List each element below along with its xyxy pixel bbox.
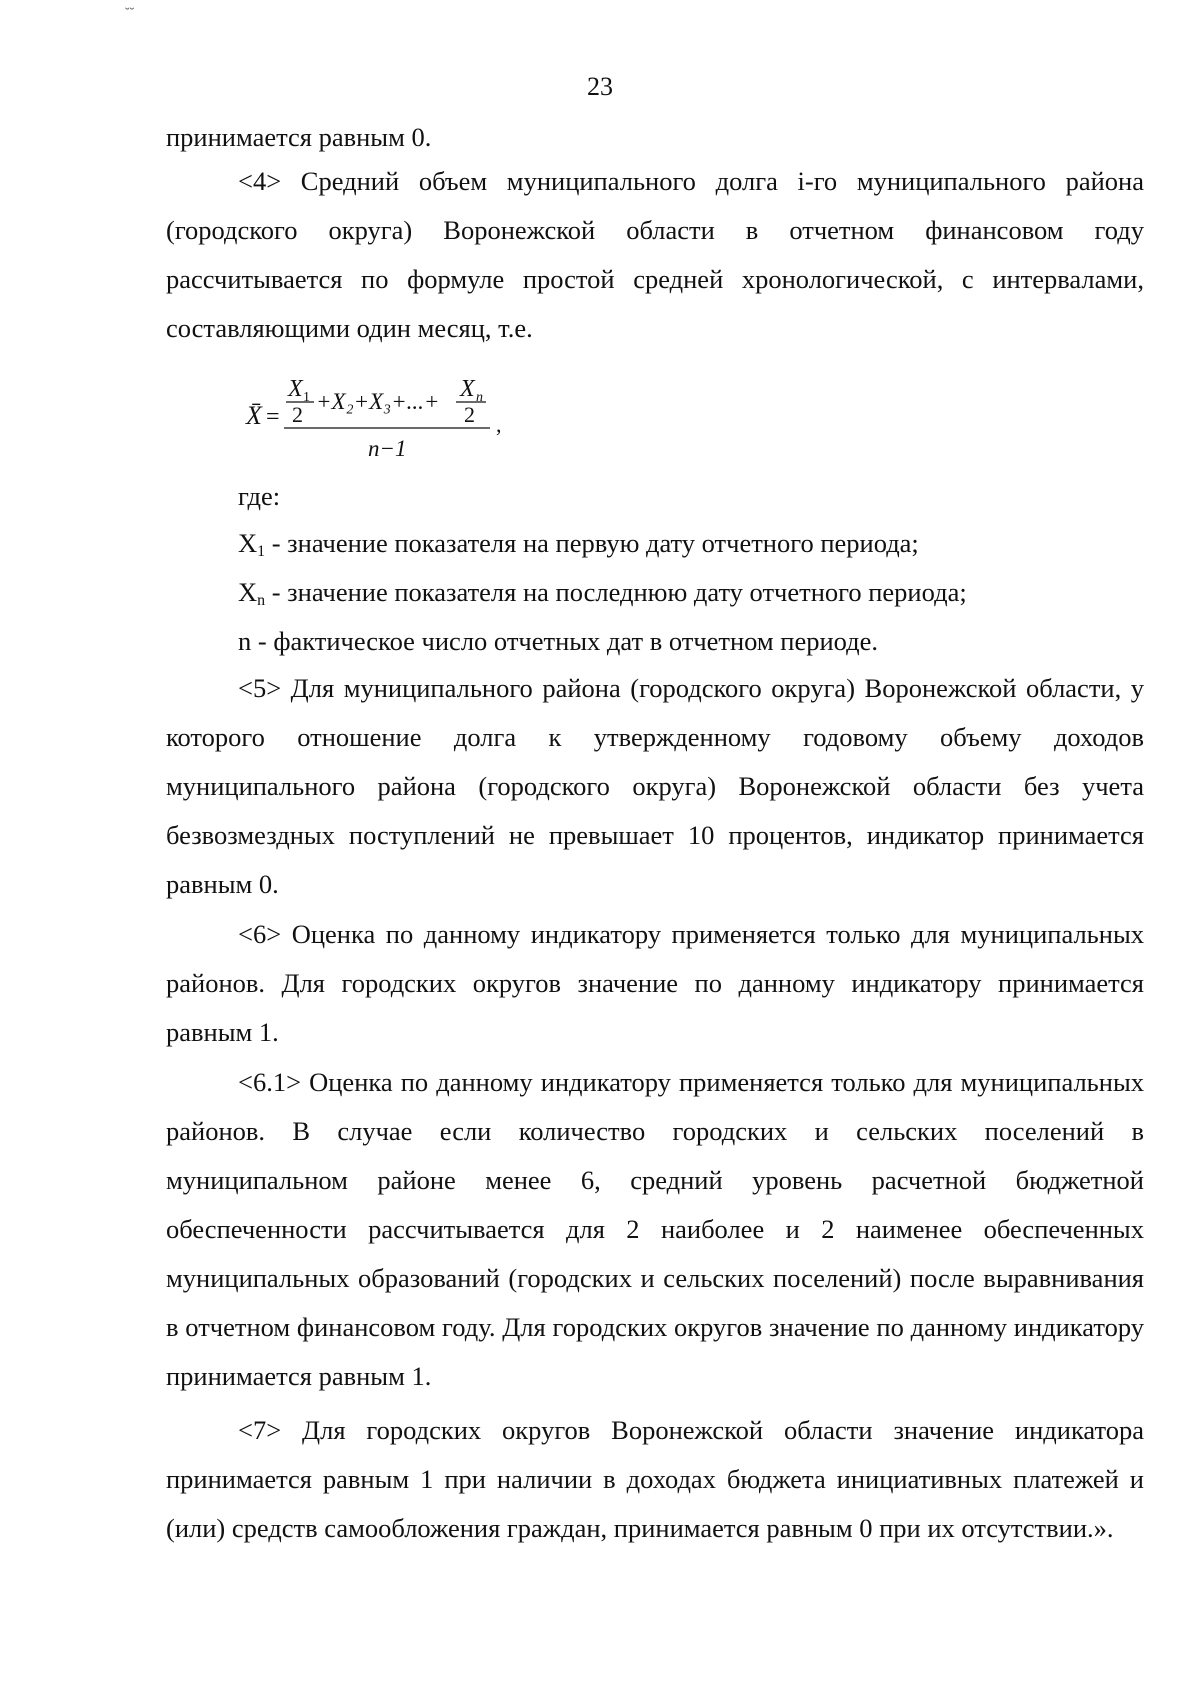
definition-x1-symbol: X: [238, 528, 258, 558]
definition-x1-index: 1: [257, 542, 266, 560]
definition-n: n - фактическое число отчетных дат в отчетном периоде.: [238, 626, 879, 656]
formula-equals: =: [266, 404, 280, 430]
definition-x1-text: - значение показателя на первую дату отчетного периода;: [265, 528, 919, 558]
definition-xn-symbol: X: [238, 577, 258, 607]
formula-xn-index: n: [476, 390, 483, 405]
formula-denominator: n−1: [368, 436, 407, 461]
formula-x1-index: 1: [303, 390, 310, 405]
chronological-mean-formula: [240, 360, 560, 470]
paragraph-note-7: <7> Для городских округов Воронежской области значение индикатора принимается равным 1 при наличии в доходах бюджета инициативных платежей и (или) средств самообложения граждан, принимается равным 0 при их отсутствии.».: [166, 1415, 1144, 1543]
formula-lhs: X̄: [246, 401, 262, 430]
where-label: где:: [238, 481, 281, 511]
scan-mark: ˘˘: [125, 6, 135, 21]
definition-xn-index: n: [257, 591, 266, 609]
paragraph-note-5: <5> Для муниципального района (городского округа) Воронежской области, у которого отношение долга к утвержденному годовому объему доходов муниципального района (городского округа) Воронежской области без учета безвозмездных поступлений не превышает 10 процентов, индикатор принимается равным 0.: [166, 673, 1144, 899]
page-number: 23: [587, 72, 613, 101]
formula-trailing-comma: ,: [496, 412, 502, 437]
definition-xn-text: - значение показателя на последнюю дату отчетного периода;: [265, 577, 967, 607]
paragraph-continuation: принимается равным 0.: [166, 122, 432, 152]
formula-x1: X: [288, 376, 303, 402]
formula-xn-half: 2: [464, 402, 475, 427]
formula-x1-half: 2: [292, 402, 303, 427]
paragraph-note-6: <6> Оценка по данному индикатору применяется только для муниципальных районов. Для городских округов значение по данному индикатору принимается равным 1.: [166, 919, 1144, 1047]
paragraph-note-6-1: <6.1> Оценка по данному индикатору применяется только для муниципальных районов. В случае если количество городских и сельских поселений в муниципальном районе менее 6, средний уровень расчетной бюджетной обеспеченности рассчитывается для 2 наиболее и 2 наименее обеспеченных муниципальных образований (городских и сельских поселений) после выравнивания в отчетном финансовом году. Для городских округов значение по данному индикатору принимается равным 1.: [166, 1067, 1144, 1391]
formula-xn: X: [460, 376, 475, 402]
paragraph-note-4: <4> Средний объем муниципального долга i-го муниципального района (городского округа) Воронежской области в отчетном финансовом году рассчитывается по формуле простой средней хронологической, с интервалами, составляющими один месяц, т.е.: [166, 166, 1144, 343]
formula-middle-terms: +X₂+X₃+...+: [316, 389, 440, 414]
